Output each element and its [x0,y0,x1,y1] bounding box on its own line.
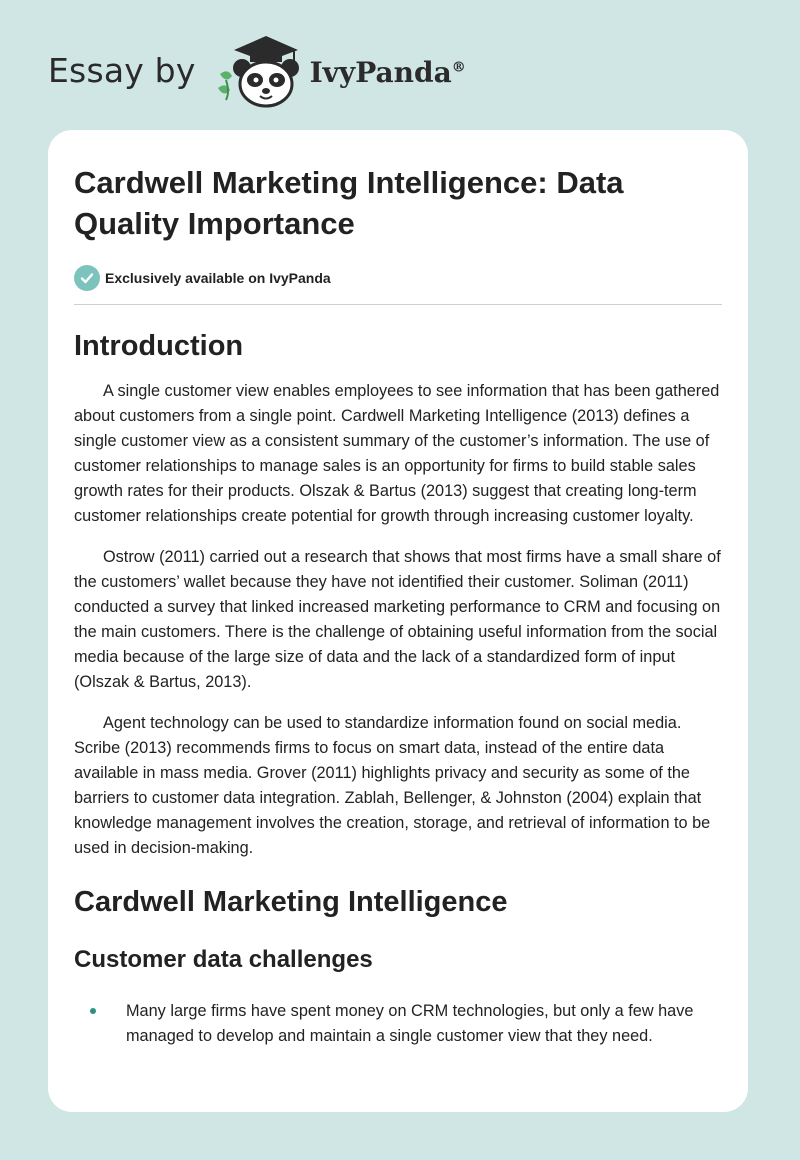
subsection-heading-challenges: Customer data challenges [74,946,373,973]
check-icon [74,265,100,291]
exclusive-label: Exclusively available on IvyPanda [105,270,331,286]
essay-title: Cardwell Marketing Intelligence: Data Quality Importance [74,165,624,241]
list-item-text: Many large firms have spent money on CRM technologies, but only a few have managed to develop and maintain a single customer view that they need. [126,1002,694,1045]
essay-by-label: Essay by [48,50,196,90]
brand-name: IvyPanda® [309,55,466,89]
site-header [48,30,748,110]
intro-paragraph-1: A single customer view enables employees to see information that has been gathered about customers from a single point. Cardwell Marketing Intelligence (2013) defines a single customer view as a consistent summary of the customer’s information. The use of customer relationships to manage sales is an opportunity for firms to build stable sales growth rates for their products. Olszak & Bartus (2013) suggest that creating long-term customer relationships create potential for growth through increasing customer loyalty. [74,382,720,525]
registered-mark: ® [451,59,466,76]
section-heading-introduction: Introduction [74,330,244,362]
intro-paragraph-3: Agent technology can be used to standardize information found on social media. Scribe (2013) recommends firms to focus on smart data, instead of the entire data available in mass media. Grover (2011) highlights privacy and security as some of the barriers to customer data integration. Zablah, Bellenger, & Johnston (2004) explain that knowledge management involves the creation, storage, and retrieval of information to be used in decision-making. [74,714,711,857]
section-heading-cardwell: Cardwell Marketing Intelligence [74,886,508,918]
list-item [74,999,722,1049]
panda-graduate-icon [212,30,304,110]
ivypanda-logo[interactable] [212,30,466,110]
essay-card [48,130,748,1112]
bullet-icon [90,1008,96,1014]
divider [74,304,722,305]
intro-paragraph-2: Ostrow (2011) carried out a research that shows that most firms have a small share of the customers’ wallet because they have not identified their customer. Soliman (2011) conducted a survey that linked increased marketing performance to CRM and focusing on the main customers. There is the challenge of obtaining useful information from the social media because of the large size of data and the lack of a standardized form of input (Olszak & Bartus, 2013). [74,548,721,691]
exclusive-badge [74,264,722,292]
challenges-list [74,999,722,1049]
